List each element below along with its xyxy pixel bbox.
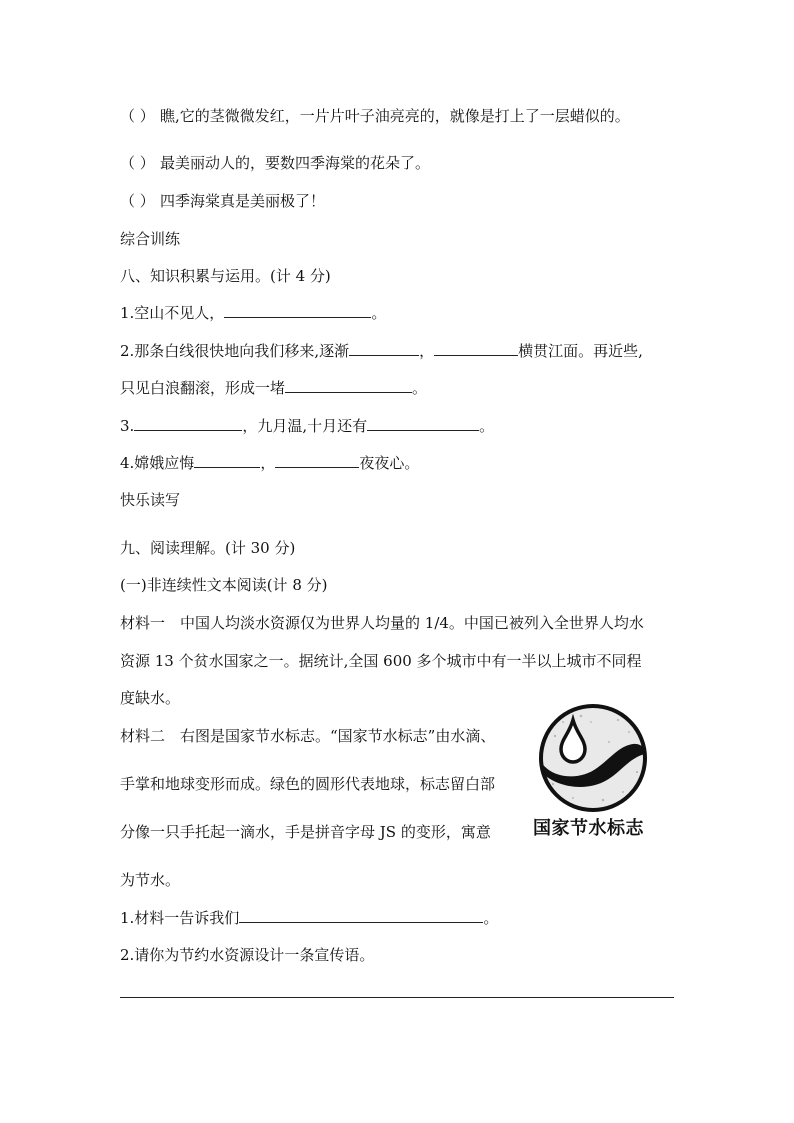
- answer-blank[interactable]: [275, 453, 359, 468]
- q8-title: 八、知识积累与运用。(计 4 分): [120, 267, 331, 285]
- q8-item-3: [120, 416, 494, 436]
- answer-blank[interactable]: [349, 341, 419, 356]
- ordering-item-3: [120, 191, 325, 211]
- q9-question-1: [120, 908, 498, 928]
- q8-item-2-pre: 2.那条白线很快地向我们移来,逐渐: [120, 342, 350, 360]
- q8-item-2-line2-post: 。: [412, 379, 428, 397]
- answer-blank[interactable]: [367, 416, 479, 431]
- material-2-line-2: 手掌和地球变形而成。绿色的圆形代表地球，标志留白部: [120, 775, 496, 793]
- ordering-text: 四季海棠真是美丽极了！: [160, 192, 326, 210]
- water-saving-logo: [533, 702, 659, 840]
- section-happy-reading-writing: 快乐读写: [120, 491, 181, 509]
- material-1-line-3: 度缺水。: [120, 689, 181, 707]
- material-2-line-3: 分像一只手托起一滴水，手是拼音字母 JS 的变形，寓意: [120, 823, 491, 841]
- answer-blank[interactable]: [434, 341, 518, 356]
- q9-question-1-post: 。: [483, 909, 499, 927]
- q8-item-2-post: 横贯江面。再近些,: [518, 342, 643, 360]
- q8-item-4-post: 夜夜心。: [359, 454, 420, 472]
- answer-paren[interactable]: （ ）: [120, 154, 155, 172]
- section-comprehensive: 综合训练: [120, 230, 181, 248]
- material-1-line-1: 材料一 中国人均淡水资源仅为世界人均量的 1/4。中国已被列入全世界人均水: [120, 614, 644, 632]
- answer-paren[interactable]: （ ）: [120, 107, 155, 125]
- q8-item-3-mid: ，九月温,十月还有: [242, 417, 368, 435]
- slogan-answer-line[interactable]: [120, 997, 674, 998]
- q8-item-3-post: 。: [479, 417, 495, 435]
- q8-item-4-mid: ，: [260, 454, 276, 472]
- q9-question-1-pre: 1.材料一告诉我们: [120, 909, 240, 927]
- q9-title: 九、阅读理解。(计 30 分): [120, 539, 296, 557]
- ordering-text: 瞧,它的茎微微发红，一片片叶子油亮亮的，就像是打上了一层蜡似的。: [160, 107, 630, 125]
- q8-item-2-line-1: [120, 341, 643, 361]
- answer-blank[interactable]: [224, 303, 371, 318]
- q8-item-1-post: 。: [371, 304, 387, 322]
- answer-blank[interactable]: [134, 416, 242, 431]
- q8-item-2-line2-pre: 只见白浪翻滚，形成一堵: [120, 379, 286, 397]
- material-2-line-1: 材料二 右图是国家节水标志。“国家节水标志”由水滴、: [120, 727, 496, 745]
- q8-item-2-mid: ，: [419, 342, 435, 360]
- q8-item-1-pre: 1.空山不见人，: [120, 304, 225, 322]
- answer-blank[interactable]: [239, 908, 483, 923]
- material-1-line-2: 资源 13 个贫水国家之一。据统计,全国 600 多个城市中有一半以上城市不同程: [120, 652, 642, 670]
- q9-sub1-title: (一)非连续性文本阅读(计 8 分): [120, 576, 328, 594]
- water-drop-hand-icon: [533, 702, 653, 814]
- q8-item-3-pre: 3.: [120, 417, 135, 435]
- answer-blank[interactable]: [194, 453, 260, 468]
- q8-item-1: [120, 303, 386, 323]
- q9-question-2: 2.请你为节约水资源设计一条宣传语。: [120, 946, 375, 964]
- answer-paren[interactable]: （ ）: [120, 192, 155, 210]
- ordering-item-1: [120, 106, 630, 126]
- material-2-line-4: 为节水。: [120, 871, 181, 889]
- ordering-item-2: [120, 153, 430, 173]
- ordering-text: 最美丽动人的，要数四季海棠的花朵了。: [160, 154, 431, 172]
- q8-item-2-line-2: [120, 378, 427, 398]
- q8-item-4-pre: 4.嫦娥应悔: [120, 454, 195, 472]
- logo-caption: 国家节水标志: [533, 818, 644, 839]
- q8-item-4: [120, 453, 419, 473]
- answer-blank[interactable]: [285, 378, 412, 393]
